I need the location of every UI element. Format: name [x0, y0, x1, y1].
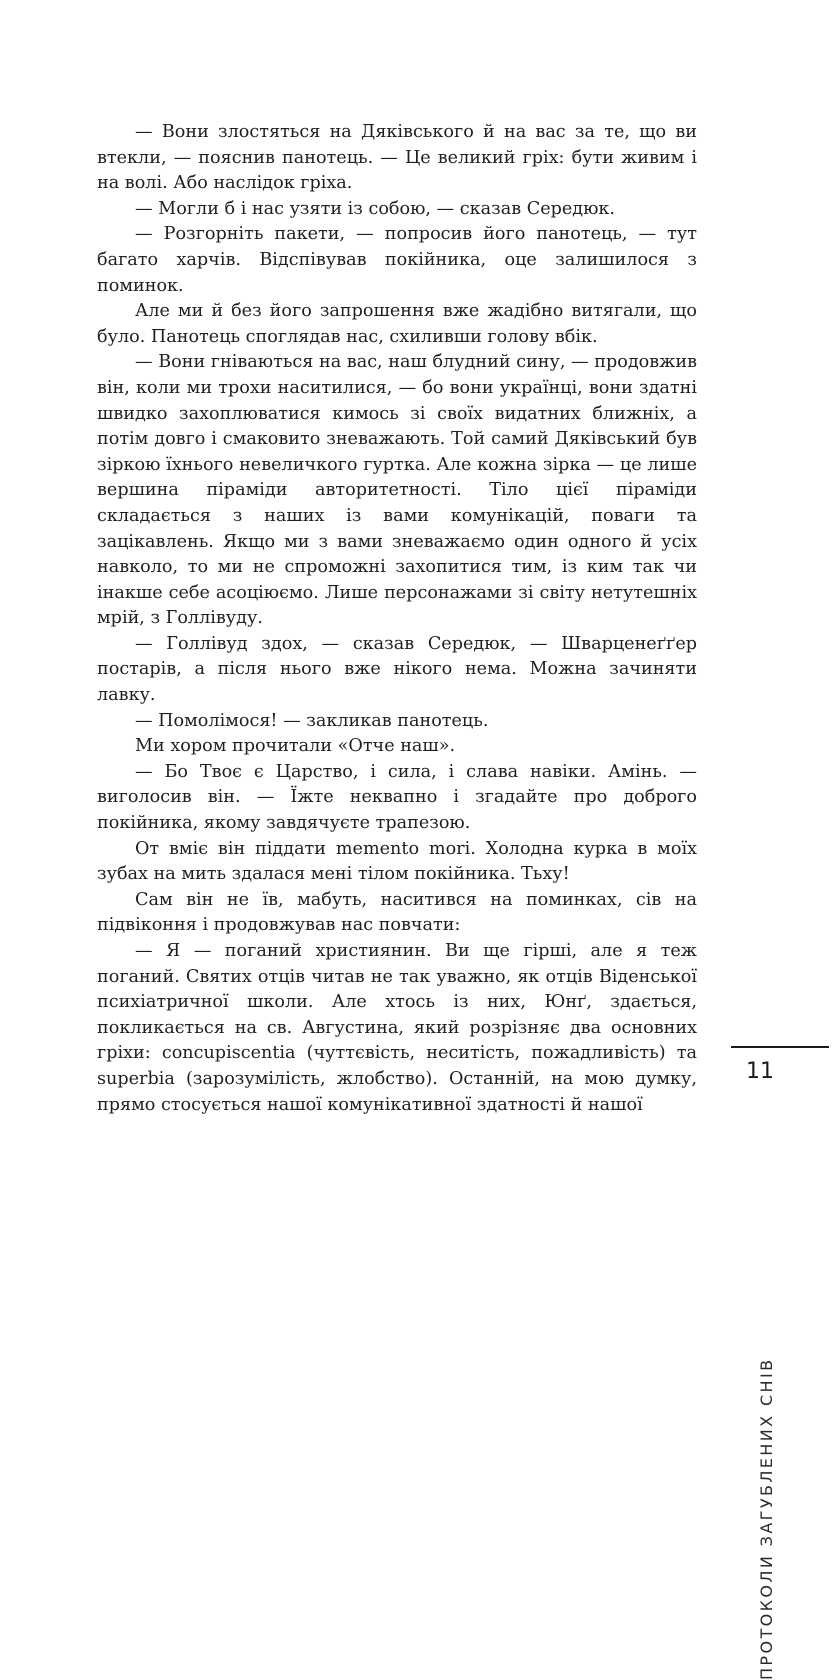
paragraph: — Могли б і нас узяти із собою, — сказав Середюк.: [135, 198, 616, 219]
page-number: 11: [746, 1059, 774, 1084]
paragraph: Сам він не їв, мабуть, наситився на поминках, сів на підвіконня і продовжував нас повчати:: [97, 889, 697, 936]
paragraph: — Помолімося! — закликав панотець.: [135, 710, 489, 731]
paragraph: От вміє він піддати memento mori. Холодна курка в моїх зубах на мить здалася мені тілом покійника. Тьху!: [97, 838, 697, 885]
folio-rule: [731, 1046, 829, 1048]
paragraph: Ми хором прочитали «Отче наш».: [135, 736, 456, 757]
body-text: [97, 120, 697, 1118]
paragraph: — Розгорніть пакети, — попросив його панотець, — тут багато харчів. Відспівував покійника, оце залишилося з поминок.: [97, 224, 697, 296]
running-head: ПРОТОКОЛИ ЗАГУБЛЕНИХ СНІВ: [757, 1357, 776, 1680]
paragraph: — Я — поганий християнин. Ви ще гірші, але я теж поганий. Святих отців читав не так уважно, як отців Віденської психіатричної школи. Але хтось із них, Юнґ, здається, покликається на св. Августина, який розрізняє два основних гріхи: concupiscentia (чуттєвість, неситість, пожадливість) та superbia (зарозумілість, жлобство). Останній, на мою думку, прямо стосується нашої комунікативної здатності й нашої: [97, 941, 697, 1115]
paragraph: — Голлівуд здох, — сказав Середюк, — Шварценеґґер постарів, а після нього вже нікого нема. Можна зачиняти лавку.: [97, 633, 697, 706]
paragraph: Але ми й без його запрошення вже жадібно витягали, що було. Панотець споглядав нас, схиливши голову вбік.: [97, 301, 697, 347]
paragraph: — Вони злостяться на Дяківського й на вас за те, що ви втекли, — пояснив панотець. — Це великий гріх: бути живим і на волі. Або наслідок гріха.: [97, 122, 697, 194]
paragraph: — Вони гніваються на вас, наш блудний сину, — продовжив він, коли ми трохи наситилися, — бо вони українці, вони здатні швидко захоплюватися кимось зі своїх видатних ближніх, а потім довго і смаковито зневажають. Той самий Дяківський був зіркою їхнього невеличкого гуртка. Але кожна зірка — це лише вершина піраміди авторитетності. Тіло цієї піраміди складається з наших із вами комунікацій, поваги та зацікавлень. Якщо ми з вами зневажаємо один одного й усіх навколо, то ми не спроможні захопитися тим, із ким так чи інакше себе асоціюємо. Лише персонажами зі світу нетутешніх мрій, з Голлівуду.: [97, 352, 697, 629]
paragraph: — Бо Твоє є Царство, і сила, і слава навіки. Амінь. — виголосив він. — Їжте неквапно і згадайте про доброго покійника, якому завдячуєте трапезою.: [97, 761, 697, 834]
